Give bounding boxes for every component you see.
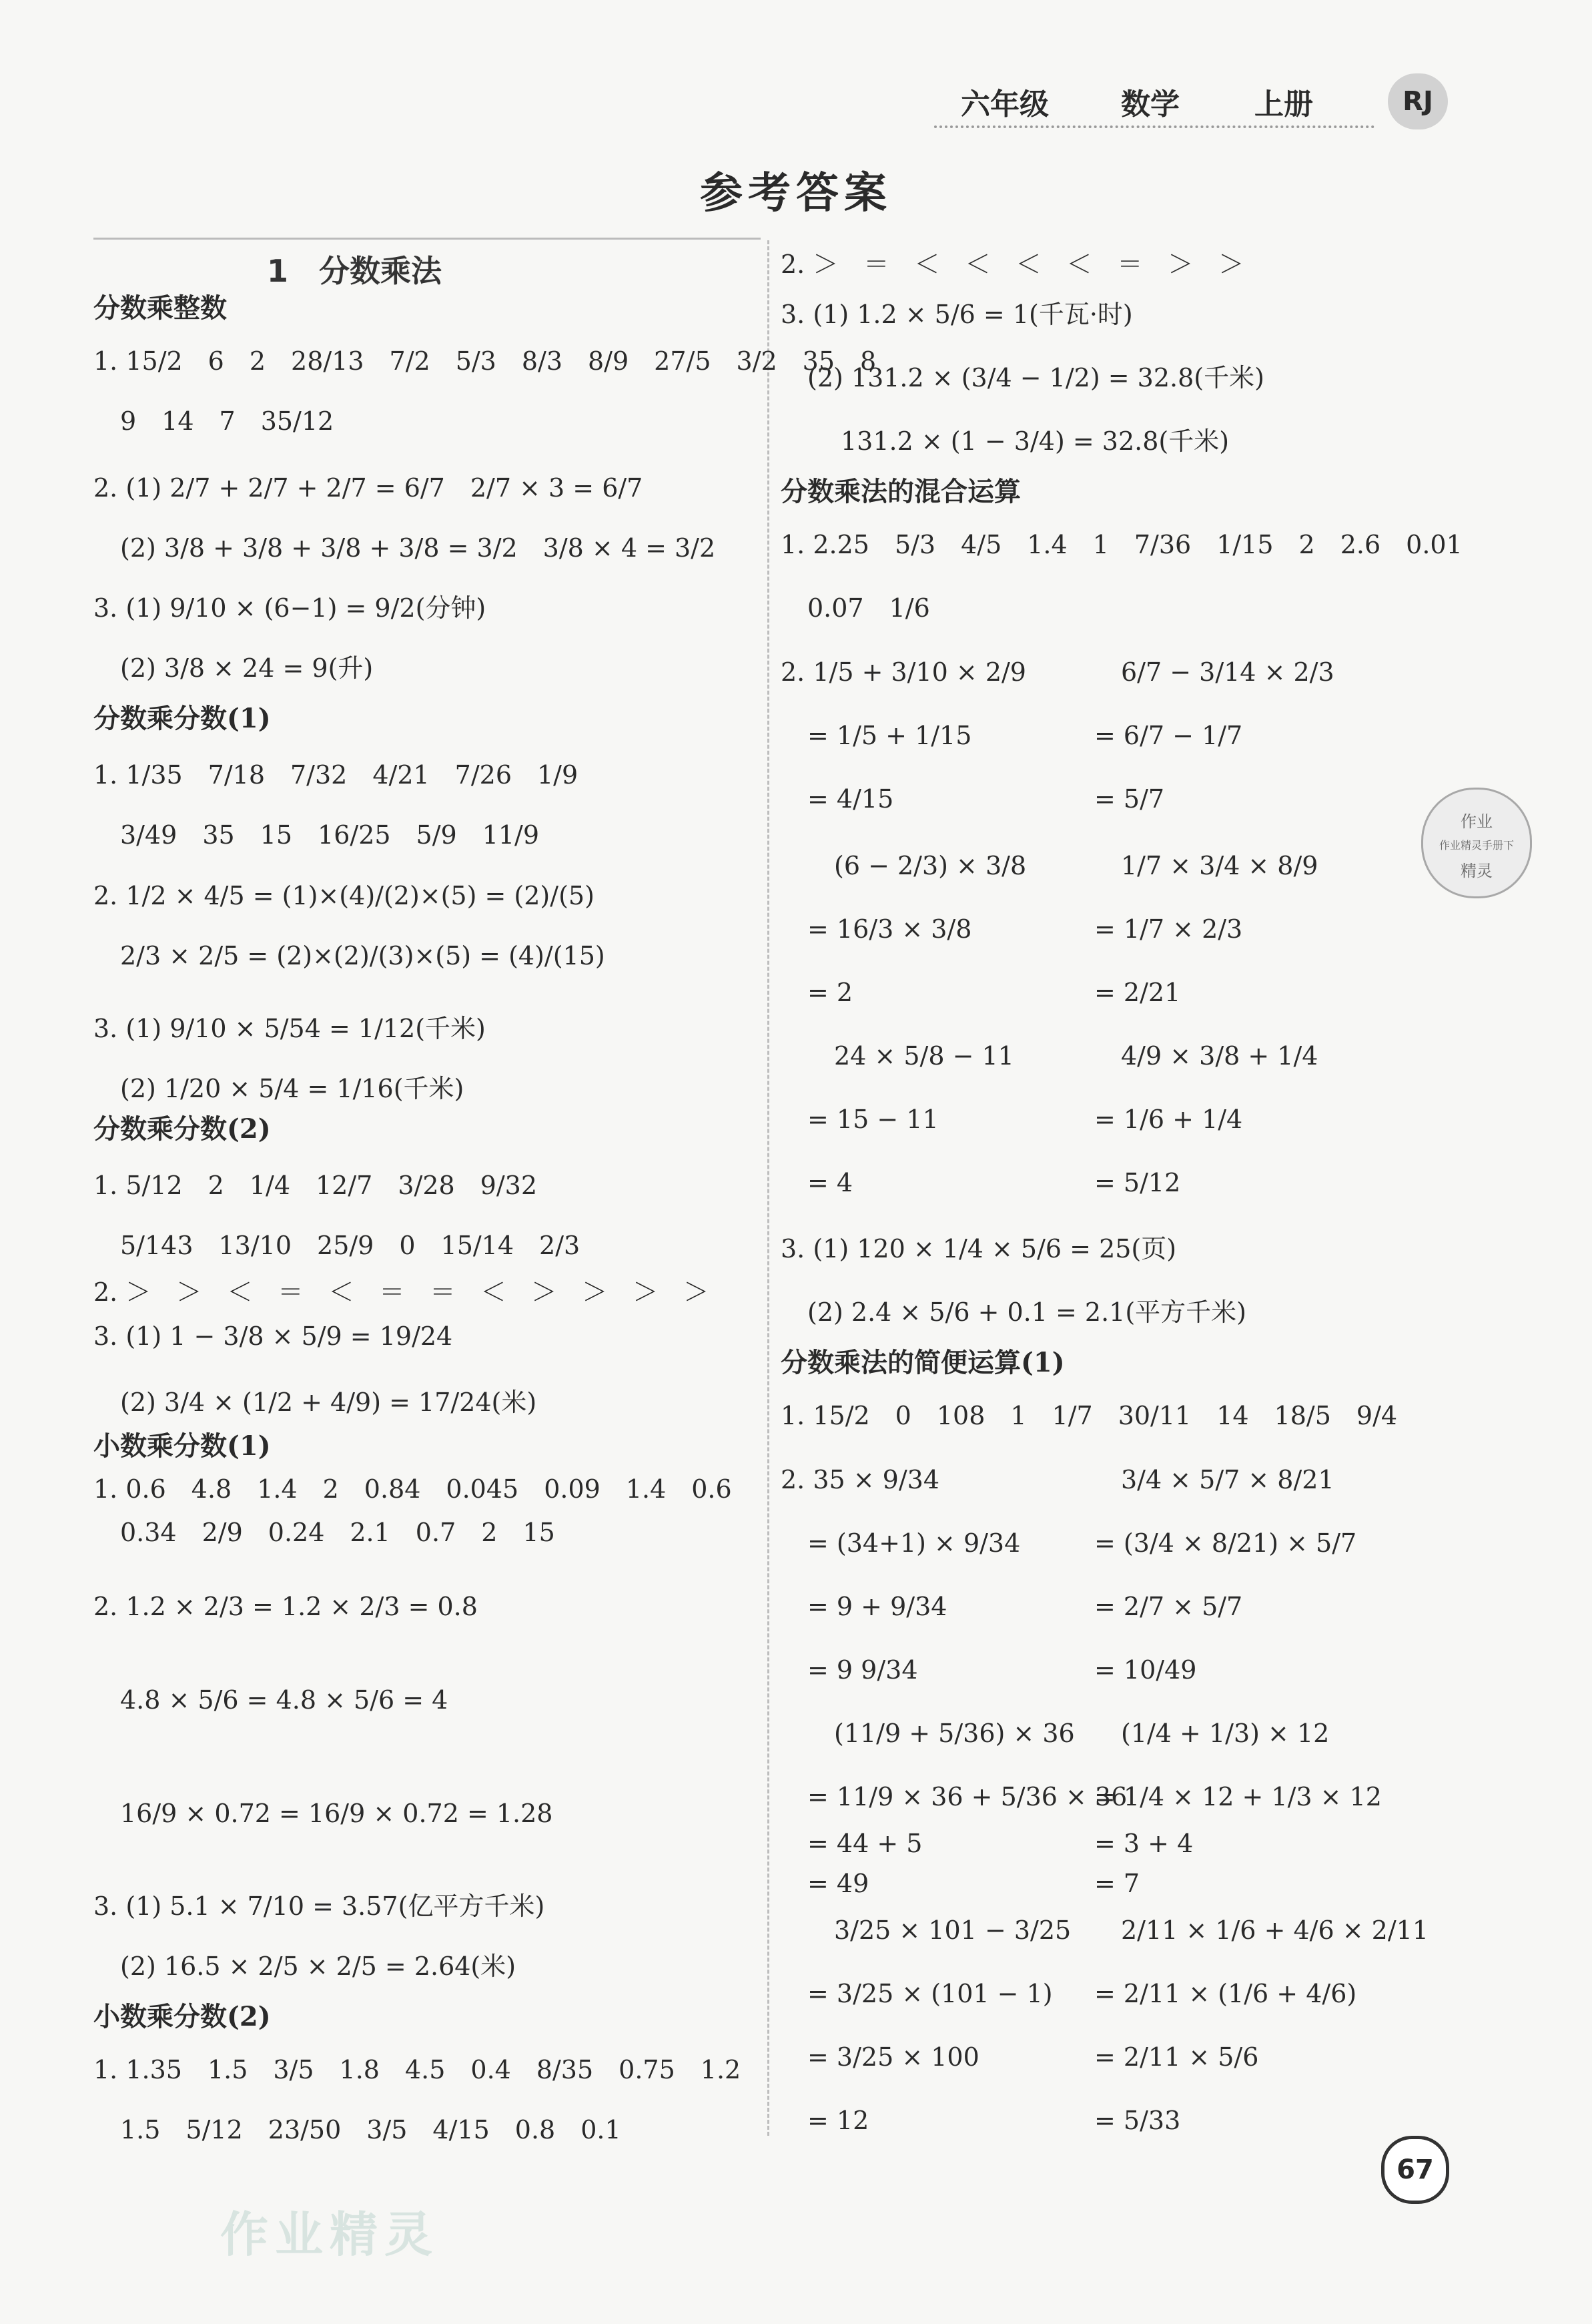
section-heading: 小数乘分数(1) — [93, 1430, 271, 1462]
answer-line: 1. 1.35 1.5 3/5 1.8 4.5 0.4 8/35 0.75 1.2 — [93, 2055, 741, 2084]
calc-line: = 9 9/34 — [807, 1655, 918, 1685]
calc-line: = 7 — [1094, 1869, 1140, 1898]
edition-badge: RJ — [1388, 73, 1448, 129]
stamp-text: 作业精灵手册下 — [1439, 839, 1514, 852]
calc-line: = 2 — [807, 978, 853, 1007]
calc-line: = 3/25 × (101 − 1) — [807, 1979, 1053, 2008]
page-title: 参考答案 — [700, 168, 892, 218]
answer-line: 2. (1) 2/7 + 2/7 + 2/7 = 6/7 2/7 × 3 = 6/7 — [93, 473, 643, 503]
calc-line: (11/9 + 5/36) × 36 — [834, 1719, 1075, 1748]
watermark: 作业精灵 — [220, 2206, 440, 2263]
calc-line: = 3 + 4 — [1094, 1829, 1194, 1858]
answer-line: 131.2 × (1 − 3/4) = 32.8(千米) — [841, 426, 1230, 456]
answer-line: (2) 16.5 × 2/5 × 2/5 = 2.64(米) — [120, 1952, 516, 1981]
calc-line: = 16/3 × 3/8 — [807, 914, 972, 944]
calc-line: 4/9 × 3/8 + 1/4 — [1121, 1041, 1318, 1071]
section-heading: 小数乘分数(2) — [93, 2001, 271, 2032]
section-heading: 分数乘整数 — [93, 292, 227, 324]
calc-line: (6 − 2/3) × 3/8 — [834, 851, 1027, 880]
stamp-text: 精灵 — [1461, 862, 1493, 880]
answer-line: 1.5 5/12 23/50 3/5 4/15 0.8 0.1 — [120, 2115, 621, 2144]
answer-line: 2. 1.2 × 2/3 = 1.2 × 2/3 = 0.8 — [93, 1592, 478, 1621]
calc-line: = 49 — [807, 1869, 869, 1898]
section-heading: 分数乘分数(1) — [93, 703, 271, 734]
calc-line: = 1/5 + 1/15 — [807, 721, 972, 750]
calc-line: = 2/7 × 5/7 — [1094, 1592, 1243, 1621]
calc-line: = 2/21 — [1094, 978, 1181, 1007]
calc-line: = 3/25 × 100 — [807, 2042, 979, 2072]
calc-line: = 2/11 × 5/6 — [1094, 2042, 1259, 2072]
section-rule — [93, 238, 761, 240]
column-divider — [767, 240, 769, 2136]
calc-line: 24 × 5/8 − 11 — [834, 1041, 1014, 1071]
calc-line: = 4 — [807, 1168, 853, 1197]
answer-line: 3. (1) 1 − 3/8 × 5/9 = 19/24 — [93, 1322, 453, 1351]
answer-line: 3. (1) 120 × 1/4 × 5/6 = 25(页) — [781, 1234, 1177, 1263]
calc-line: = 6/7 − 1/7 — [1094, 721, 1243, 750]
answer-line: (2) 2.4 × 5/6 + 0.1 = 2.1(平方千米) — [807, 1297, 1247, 1327]
calc-line: = 1/4 × 12 + 1/3 × 12 — [1094, 1782, 1382, 1811]
calc-line: = 5/7 — [1094, 784, 1165, 814]
calc-line: = 44 + 5 — [807, 1829, 923, 1858]
grade-label: 六年级 — [961, 87, 1049, 121]
volume-label: 上册 — [1254, 87, 1313, 121]
calc-line: = 15 − 11 — [807, 1105, 939, 1134]
answer-line: 3. (1) 9/10 × 5/54 = 1/12(千米) — [93, 1014, 486, 1043]
calc-line: = 9 + 9/34 — [807, 1592, 947, 1621]
calc-line: 1/7 × 3/4 × 8/9 — [1121, 851, 1318, 880]
calc-line: = 5/33 — [1094, 2106, 1181, 2135]
stamp-seal — [1421, 788, 1532, 898]
stamp-text: 作业 — [1461, 812, 1493, 831]
answer-line: (2) 3/8 + 3/8 + 3/8 + 3/8 = 3/2 3/8 × 4 = 3/2 — [120, 533, 716, 563]
answer-line: 3/49 35 15 16/25 5/9 11/9 — [120, 820, 540, 850]
answer-line: 0.34 2/9 0.24 2.1 0.7 2 15 — [120, 1518, 555, 1547]
answer-line: 4.8 × 5/6 = 4.8 × 5/6 = 4 — [120, 1685, 448, 1715]
calc-line: = 2/11 × (1/6 + 4/6) — [1094, 1979, 1357, 2008]
answer-line: 1. 1/35 7/18 7/32 4/21 7/26 1/9 — [93, 760, 578, 790]
answer-line: (2) 131.2 × (3/4 − 1/2) = 32.8(千米) — [807, 363, 1264, 392]
calc-line: (1/4 + 1/3) × 12 — [1121, 1719, 1330, 1748]
answer-line: (2) 3/4 × (1/2 + 4/9) = 17/24(米) — [120, 1388, 537, 1417]
answer-line: 2/3 × 2/5 = (2)×(2)/(3)×(5) = (4)/(15) — [120, 941, 605, 970]
answer-line: 3. (1) 5.1 × 7/10 = 3.57(亿平方千米) — [93, 1892, 545, 1921]
calc-line: 3/4 × 5/7 × 8/21 — [1121, 1465, 1334, 1494]
subject-label: 数学 — [1121, 87, 1180, 121]
answer-line: 1. 15/2 0 108 1 1/7 30/11 14 18/5 9/4 — [781, 1401, 1398, 1430]
answer-line: 3. (1) 1.2 × 5/6 = 1(千瓦·时) — [781, 300, 1133, 329]
calc-line: 2. 35 × 9/34 — [781, 1465, 940, 1494]
section-heading: 分数乘法的简便运算(1) — [781, 1347, 1065, 1378]
answer-line: 1. 0.6 4.8 1.4 2 0.84 0.045 0.09 1.4 0.6 — [93, 1474, 732, 1504]
section-heading: 分数乘法的混合运算 — [781, 476, 1021, 507]
chapter-heading: 1 分数乘法 — [267, 253, 442, 289]
answer-line: 1. 5/12 2 1/4 12/7 3/28 9/32 — [93, 1171, 538, 1200]
calc-line: 6/7 − 3/14 × 2/3 — [1121, 657, 1334, 687]
answer-line: (2) 1/20 × 5/4 = 1/16(千米) — [120, 1074, 464, 1103]
calc-line: = 11/9 × 36 + 5/36 × 36 — [807, 1782, 1128, 1811]
answer-line: 1. 2.25 5/3 4/5 1.4 1 7/36 1/15 2 2.6 0.01 — [781, 530, 1463, 559]
page-header — [921, 73, 1433, 133]
calc-line: = (34+1) × 9/34 — [807, 1528, 1021, 1558]
answer-line: 2. ＞ ＝ ＜ ＜ ＜ ＜ ＝ ＞ ＞ — [781, 250, 1244, 279]
calc-line: = 10/49 — [1094, 1655, 1197, 1685]
answer-line: (2) 3/8 × 24 = 9(升) — [120, 653, 374, 683]
answer-line: 16/9 × 0.72 = 16/9 × 0.72 = 1.28 — [120, 1799, 553, 1828]
calc-line: = 1/7 × 2/3 — [1094, 914, 1243, 944]
calc-line: = 4/15 — [807, 784, 894, 814]
answer-line: 2. 1/2 × 4/5 = (1)×(4)/(2)×(5) = (2)/(5) — [93, 881, 594, 910]
answer-line: 9 14 7 35/12 — [120, 406, 334, 436]
header-divider — [934, 125, 1374, 128]
answer-line: 1. 15/2 6 2 28/13 7/2 5/3 8/3 8/9 27/5 3/2 35 8 — [93, 346, 877, 376]
answer-line: 2. ＞ ＞ ＜ ＝ ＜ ＝ ＝ ＜ ＞ ＞ ＞ ＞ — [93, 1277, 709, 1307]
calc-line: = 12 — [807, 2106, 869, 2135]
page-number: 67 — [1381, 2136, 1449, 2204]
calc-line: 2. 1/5 + 3/10 × 2/9 — [781, 657, 1026, 687]
calc-line: 3/25 × 101 − 3/25 — [834, 1916, 1072, 1945]
section-heading: 分数乘分数(2) — [93, 1113, 271, 1145]
calc-line: = 1/6 + 1/4 — [1094, 1105, 1243, 1134]
answer-line: 3. (1) 9/10 × (6−1) = 9/2(分钟) — [93, 593, 486, 623]
calc-line: 2/11 × 1/6 + 4/6 × 2/11 — [1121, 1916, 1429, 1945]
calc-line: = 5/12 — [1094, 1168, 1181, 1197]
answer-line: 0.07 1/6 — [807, 593, 930, 623]
calc-line: = (3/4 × 8/21) × 5/7 — [1094, 1528, 1357, 1558]
answer-line: 5/143 13/10 25/9 0 15/14 2/3 — [120, 1231, 580, 1260]
